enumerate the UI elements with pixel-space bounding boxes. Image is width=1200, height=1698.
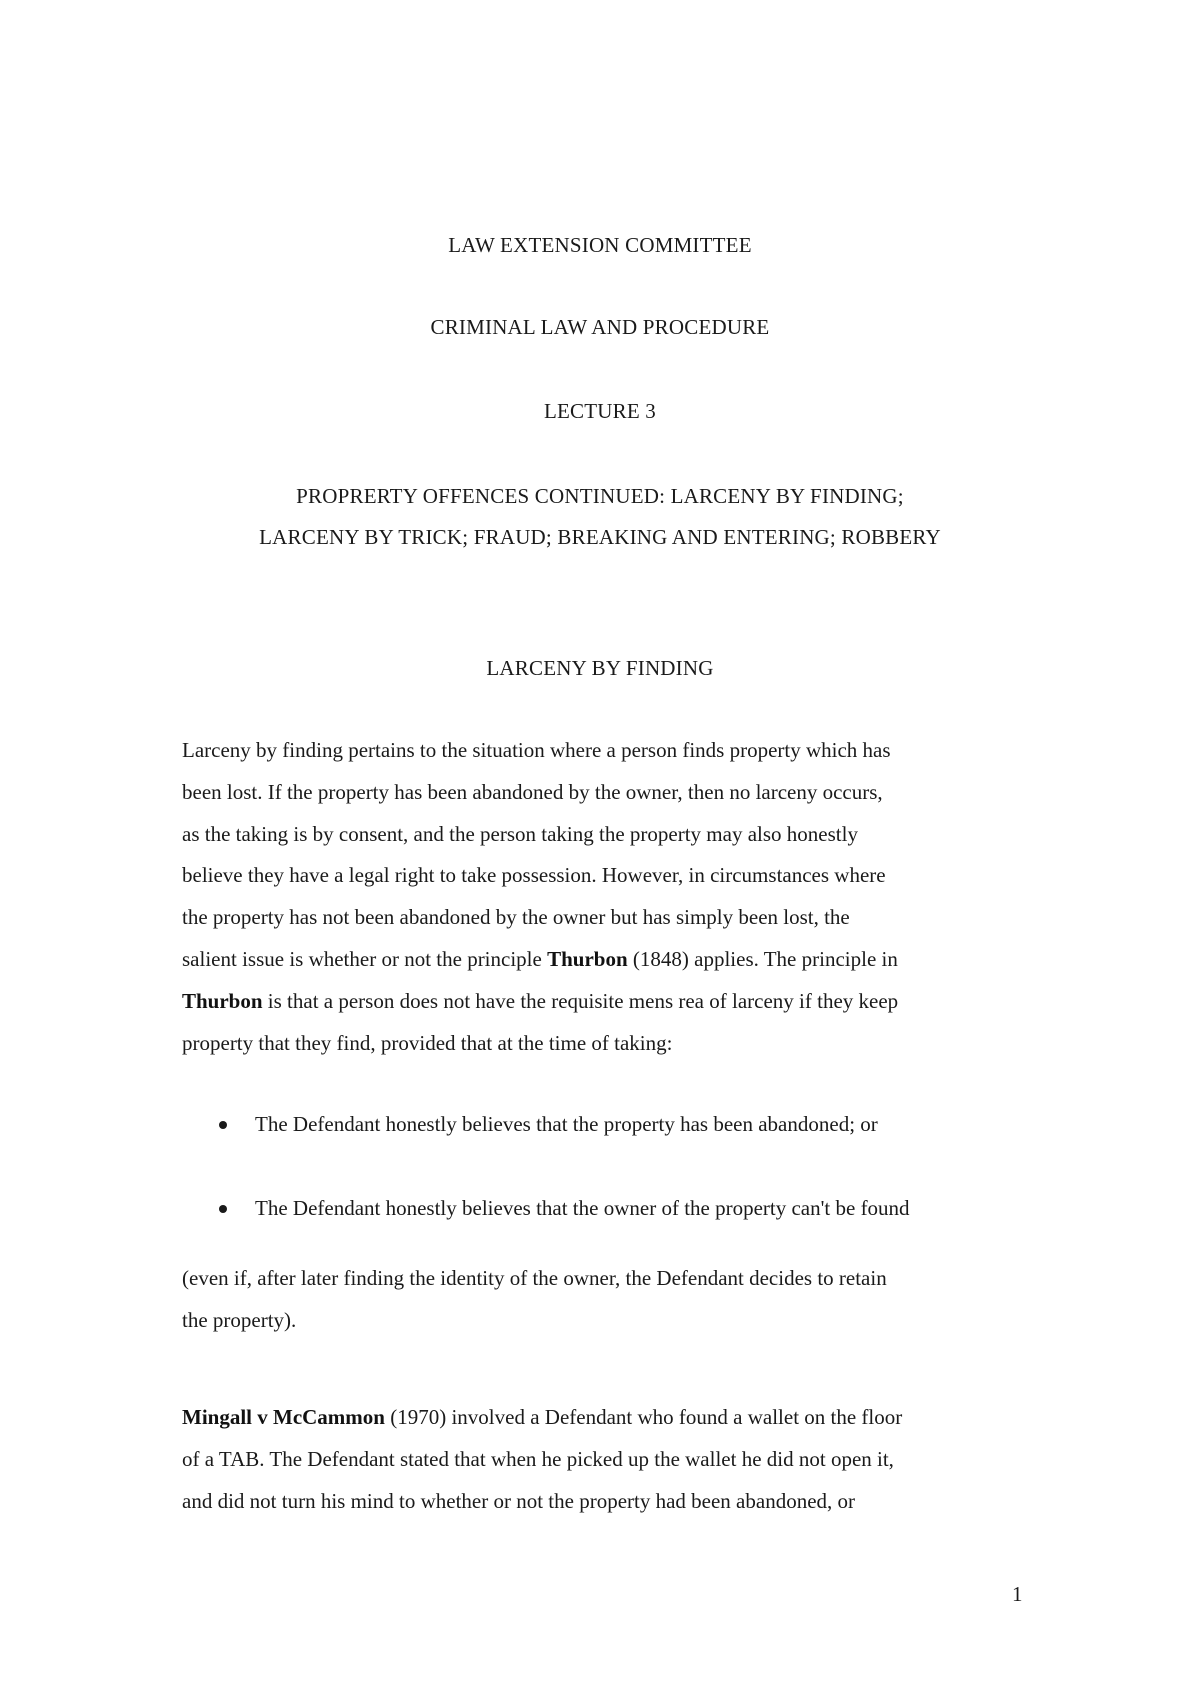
paragraph-line: and did not turn his mind to whether or not the property had been abandoned, or: [182, 1488, 856, 1513]
case-name: Mingall v McCammon: [182, 1405, 385, 1429]
section-heading: LARCENY BY FINDING: [486, 656, 714, 680]
paragraph-line: property that they find, provided that at the time of taking:: [182, 1030, 673, 1055]
bullet-text: The Defendant honestly believes that the property has been abandoned; or: [255, 1112, 878, 1136]
paragraph-line: been lost. If the property has been abandoned by the owner, then no larceny occurs,: [182, 779, 883, 804]
bullet-icon: [219, 1205, 227, 1213]
paragraph-line: [182, 1397, 1062, 1439]
line-text: salient issue is whether or not the principle: [182, 946, 548, 971]
committee-heading: LAW EXTENSION COMMITTEE: [448, 233, 752, 257]
line-text: (1970) involved a Defendant who found a wallet on the floor: [384, 1405, 903, 1429]
paragraph-line: (even if, after later finding the identity of the owner, the Defendant decides to retain: [182, 1266, 887, 1290]
page-number: 1: [1012, 1582, 1023, 1606]
line-text: is that a person does not have the requisite mens rea of larceny if they keep: [262, 988, 899, 1013]
line-text: (1848) applies. The principle in: [627, 946, 898, 971]
paragraph-line: the property).: [182, 1307, 297, 1332]
paragraph-line: as the taking is by consent, and the person taking the property may also honestly: [182, 821, 858, 846]
paragraph-larceny-by-finding: [182, 730, 1062, 1064]
paragraph-line: of a TAB. The Defendant stated that when he picked up the wallet he did not open it,: [182, 1446, 894, 1471]
case-name: Thurbon: [182, 988, 263, 1013]
paragraph-line: [182, 981, 1062, 1023]
bullet-text: The Defendant honestly believes that the owner of the property can't be found: [255, 1196, 910, 1220]
bullet-icon: [219, 1121, 227, 1129]
paragraph-line: [182, 939, 1062, 981]
paragraph-line: the property has not been abandoned by the owner but has simply been lost, the: [182, 905, 850, 930]
course-heading: CRIMINAL LAW AND PROCEDURE: [430, 315, 770, 339]
topic-heading-line-2: LARCENY BY TRICK; FRAUD; BREAKING AND ENTERING; ROBBERY: [259, 525, 941, 549]
paragraph-mingall-case: [182, 1397, 1062, 1522]
topic-heading-line-1: PROPRERTY OFFENCES CONTINUED: LARCENY BY FINDING;: [296, 484, 904, 508]
case-name: Thurbon: [547, 946, 628, 971]
paragraph-line: believe they have a legal right to take possession. However, in circumstances where: [182, 863, 886, 888]
paragraph-retain-note: [182, 1258, 1062, 1342]
paragraph-line: Larceny by finding pertains to the situation where a person finds property which has: [182, 738, 891, 762]
lecture-heading: LECTURE 3: [543, 399, 657, 423]
